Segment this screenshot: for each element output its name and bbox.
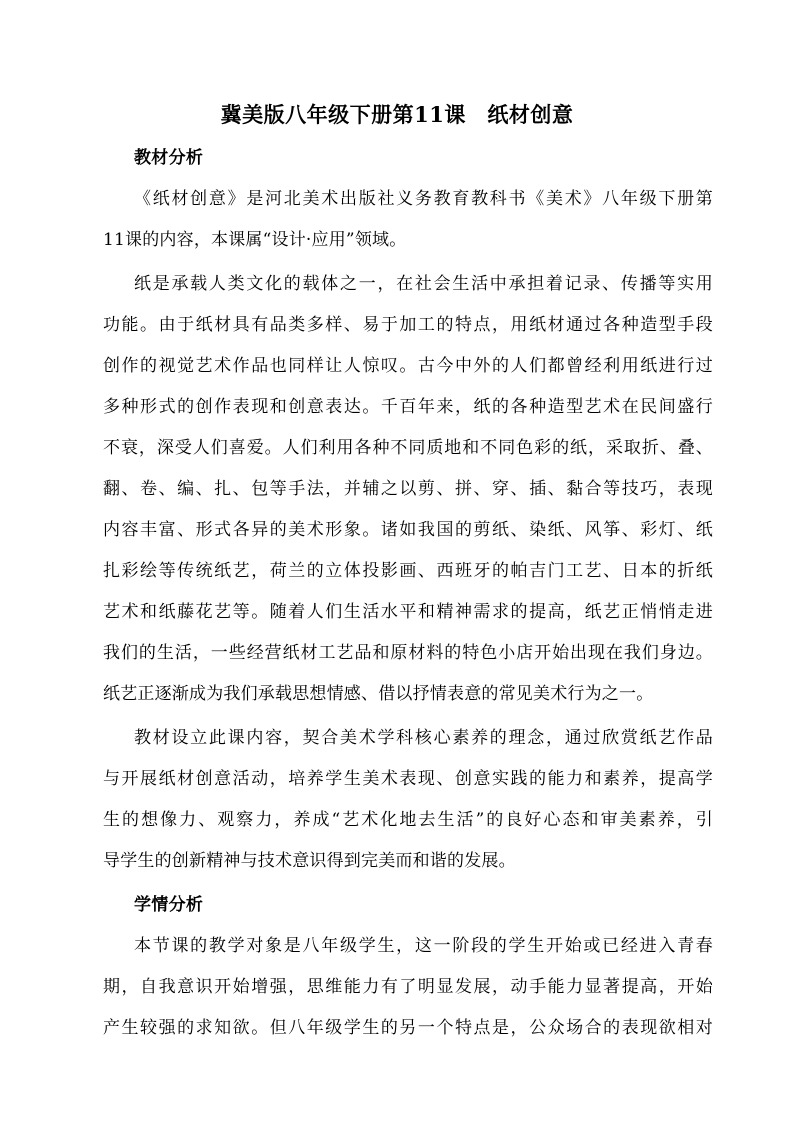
paragraph-line: 纸是承载人类文化的载体之一，在社会生活中承担着记录、传播等实用	[134, 274, 713, 294]
paragraph-line: 功能。由于纸材具有品类多样、易于加工的特点，用纸材通过各种造型手段	[103, 315, 713, 335]
paragraph-line: 翻、卷、编、扎、包等手法，并辅之以剪、拼、穿、插、黏合等技巧，表现	[103, 479, 713, 499]
paragraph-line: 期，自我意识开始增强，思维能力有了明显发展，动手能力显著提高，开始	[103, 977, 713, 997]
paragraph-line: 内容丰富、形式各异的美术形象。诸如我国的剪纸、染纸、风筝、彩灯、纸	[103, 520, 713, 540]
section-heading-textbook-analysis: 教材分析	[134, 148, 204, 168]
paragraph-line: 与开展纸材创意活动，培养学生美术表现、创意实践的能力和素养，提高学	[103, 769, 713, 789]
paragraph-line: 11课的内容，本课属“设计·应用”领域。	[103, 230, 407, 250]
paragraph-line: 多种形式的创作表现和创意表达。千百年来，纸的各种造型艺术在民间盛行	[103, 397, 713, 417]
paragraph-line: 《纸材创意》是河北美术出版社义务教育教科书《美术》八年级下册第	[134, 189, 713, 209]
paragraph-line: 生的想像力、观察力，养成“艺术化地去生活”的良好心态和审美素养，引	[103, 810, 713, 830]
paragraph-line: 纸艺正逐渐成为我们承载思想情感、借以抒情表意的常见美术行为之一。	[103, 684, 654, 704]
paragraph-line: 我们的生活，一些经营纸材工艺品和原材料的特色小店开始出现在我们身边。	[103, 643, 713, 663]
paragraph-line: 产生较强的求知欲。但八年级学生的另一个特点是，公众场合的表现欲相对	[103, 1018, 713, 1038]
paragraph-line: 扎彩绘等传统纸艺，荷兰的立体投影画、西班牙的帕吉门工艺、日本的折纸	[103, 561, 713, 581]
paragraph-line: 本节课的教学对象是八年级学生，这一阶段的学生开始或已经进入青春	[134, 936, 713, 956]
paragraph-line: 不衰，深受人们喜爱。人们利用各种不同质地和不同色彩的纸，采取折、叠、	[103, 438, 713, 458]
paragraph-line: 艺术和纸藤花艺等。随着人们生活水平和精神需求的提高，纸艺正悄悄走进	[103, 602, 713, 622]
paragraph-line: 导学生的创新精神与技术意识得到完美而和谐的发展。	[103, 851, 516, 871]
section-heading-student-analysis: 学情分析	[134, 895, 204, 915]
document-title: 冀美版八年级下册第11课 纸材创意	[220, 102, 574, 127]
paragraph-line: 创作的视觉艺术作品也同样让人惊叹。古今中外的人们都曾经利用纸进行过	[103, 356, 713, 376]
paragraph-line: 教材设立此课内容，契合美术学科核心素养的理念，通过欣赏纸艺作品	[134, 728, 713, 748]
